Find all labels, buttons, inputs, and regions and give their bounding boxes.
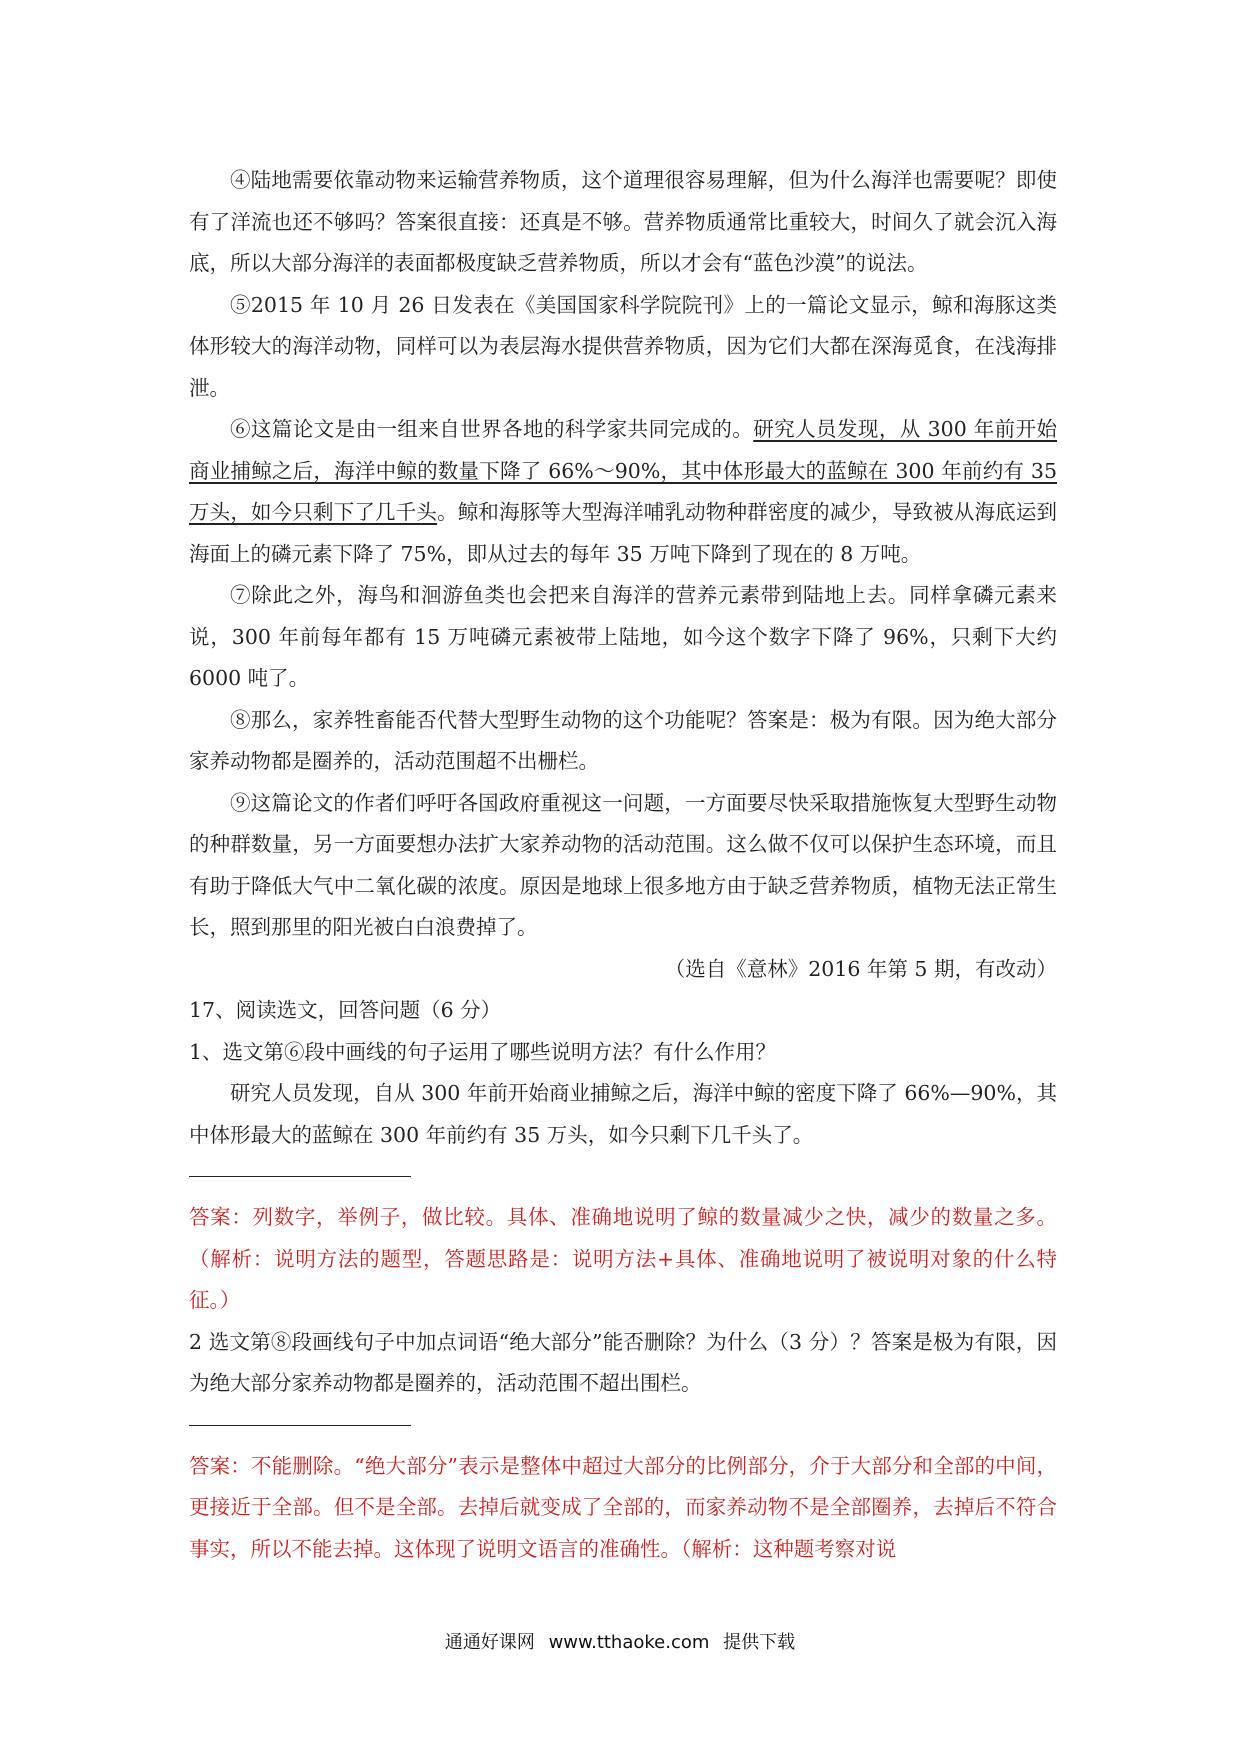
answer-1: 答案：列数字，举例子，做比较。具体、准确地说明了鲸的数量减少之快，减少的数量之多。（解析：说明方法的题型，答题思路是：说明方法+具体、准确地说明了被说明对象的什么特征。） — [189, 1205, 1057, 1312]
footer-url[interactable]: www.tthaoke.com — [548, 1632, 710, 1653]
source-citation: （选自《意林》2016 年第 5 期，有改动） — [664, 956, 1057, 981]
answer-blank-2 — [189, 1405, 411, 1426]
paragraph-8: ⑧那么，家养牲畜能否代替大型野生动物的这个功能呢？答案是：极为有限。因为绝大部分家养动物都是圈养的，活动范围超不出栅栏。 — [189, 707, 1057, 773]
document-body — [189, 160, 1057, 1570]
paragraph-6-intro: ⑥这篇论文是由一组来自世界各地的科学家共同完成的。 — [230, 417, 754, 441]
question-heading: 17、阅读选文，回答问题（6 分） — [189, 998, 502, 1022]
paragraph-7: ⑦除此之外，海鸟和洄游鱼类也会把来自海洋的营养元素带到陆地上去。同样拿磷元素来说，300 年前每年都有 15 万吨磷元素被带上陆地，如今这个数字下降了 96%，只剩下大约 6000 吨了。 — [189, 583, 1057, 690]
paragraph-6 — [189, 409, 1057, 575]
paragraph-6-underlined-sentence: 研究人员发现，从 300 年前开始商业捕鲸之后，海洋中鲸的数量下降了 66%～90%，其中体形最大的蓝鲸在 300 年前约有 35 万头，如今只剩下了几千头 — [189, 417, 1057, 524]
paragraph-9: ⑨这篇论文的作者们呼吁各国政府重视这一问题，一方面要尽快采取措施恢复大型野生动物的种群数量，另一方面要想办法扩大家养动物的活动范围。这么做不仅可以保护生态环境，而且有助于降低大气中二氧化碳的浓度。原因是地球上很多地方由于缺乏营养物质，植物无法正常生长，照到那里的阳光被白白浪费掉了。 — [189, 790, 1057, 939]
paragraph-6-rest: 。鲸和海豚等大型海洋哺乳动物种群密度的减少，导致被从海底运到海面上的磷元素下降了 75%，即从过去的每年 35 万吨下降到了现在的 8 万吨。 — [189, 500, 1058, 566]
footer-suffix: 提供下载 — [723, 1632, 796, 1653]
question-2: 2 选文第⑧段画线句子中加点词语“绝大部分”能否删除？为什么（3 分）？答案是极为有限，因为绝大部分家养动物都是圈养的，活动范围不超出围栏。 — [189, 1329, 1057, 1395]
question-1-quote: 研究人员发现，自从 300 年前开始商业捕鲸之后，海洋中鲸的密度下降了 66%—90%，其中体形最大的蓝鲸在 300 年前约有 35 万头，如今只剩下几千头了。 — [189, 1081, 1057, 1147]
answer-blank-1 — [189, 1156, 411, 1177]
question-1: 1、选文第⑥段中画线的句子运用了哪些说明方法？有什么作用？ — [189, 1039, 777, 1064]
paragraph-5: ⑤2015 年 10 月 26 日发表在《美国国家科学院院刊》上的一篇论文显示，鲸和海豚这类体形较大的海洋动物，同样可以为表层海水提供营养物质，因为它们大都在深海觅食，在浅海排泄。 — [189, 292, 1057, 400]
footer-site-name: 通通好课网 — [444, 1632, 535, 1653]
answer-2: 答案：不能删除。“绝大部分”表示是整体中超过大部分的比例部分，介于大部分和全部的中间，更接近于全部。但不是全部。去掉后就变成了全部的，而家养动物不是全部圈养，去掉后不符合事实，所以不能去掉。这体现了说明文语言的准确性。（解析：这种题考察对说 — [189, 1453, 1057, 1561]
paragraph-4: ④陆地需要依靠动物来运输营养物质，这个道理很容易理解，但为什么海洋也需要呢？即使有了洋流也还不够吗？答案很直接：还真是不够。营养物质通常比重较大，时间久了就会沉入海底，所以大部分海洋的表面都极度缺乏营养物质，所以才会有“蓝色沙漠”的说法。 — [189, 168, 1057, 275]
page-footer — [0, 1628, 1240, 1654]
